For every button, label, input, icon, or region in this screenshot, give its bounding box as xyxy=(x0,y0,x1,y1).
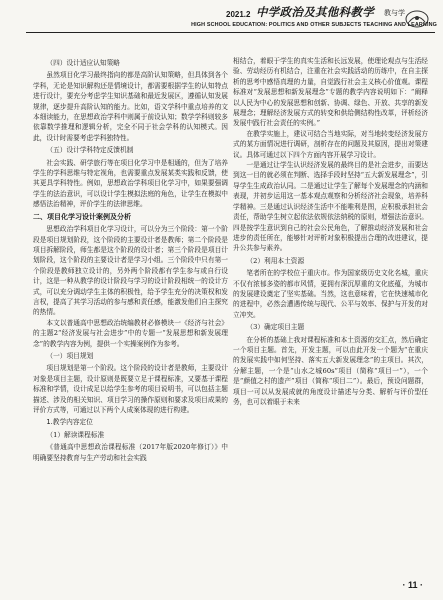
paragraph: 本文以普通高中思想政治统编教材必修模块一《经济与社会》的主题2“经济发展与社会进步”中的专题一“发展思想和新发展理念”的教学内容为例，提供一个实操案例作为参考。 xyxy=(33,318,228,348)
paragraph: 《普通高中思想政治课程标准（2017年版2020年修订）》中明确要坚持教育与生产劳动和社会实践 xyxy=(33,443,228,462)
paragraph: 笔者所在的学校位于重庆市。作为国家级历史文化名城，重庆不仅有浓郁多姿的都市风情，更拥有深沉厚重的文化底蕴，为城市的发展建设奠定了坚实基础。当然，这也意味着，它在快速城市化的进程中，必然会遭遇传统与现代、公平与效率、保护与开发的对立冲突。 xyxy=(233,269,428,319)
subheading: 1.教学内容定位 xyxy=(46,418,93,427)
section-heading: 二、项目化学习设计案例及分析 xyxy=(33,212,131,221)
section-tag: 教与学 xyxy=(384,9,405,17)
paragraph: 在教学实施上，建议可结合当地实际，对当地转变经济发展方式的某方面情况进行调研，剖析存在的问题及其原因，提出对策建议。具体可通过以下四个方面内容开展学习设计。 xyxy=(233,129,428,159)
subheading: （1）解读课程标准 xyxy=(46,430,105,439)
subsection-heading: （四）设计适应认知策略 xyxy=(46,59,120,67)
paragraph: 虽然项目化学习最终指向的都是高阶认知策略，但具体到各个学科，无论是知识解构还是情境设计，都需要根据学生的认知特点进行设计，要充分考虑学生知识基础和最近发展区，遵循认知发展规律，逐步提升高阶认知的能力。比如，语文学科中重点培养的文本细读能力，在思想政治学科中则属于前设认知；数学学科则较多依靠数学推理和逻辑分析，完全不同于社会学科的认知模式。因此，设计时需要考虑学科独特性。 xyxy=(33,71,228,142)
subheading: （2）利用本土资源 xyxy=(246,256,305,265)
header-rule xyxy=(26,32,435,33)
page-number: · 11 · xyxy=(402,580,423,590)
left-column xyxy=(33,56,228,463)
paragraph: 一是通过让学生认识经济发展的最终目的是社会进步，而要达到这一目的就必须在判断、选择手段时坚持“五大新发展理念”，引导学生生成政治认同。二是通过让学生了解每个发展理念的内涵和表现，并初步运用这一基本观点观察和分析经济社会现象，培养科学精神。三是通过认识经济生活中不能唯利是图，应积极承担社会责任，帮助学生树立起依法依规依法纳税的原则，增强法治意识。四是按学生意识到自己的社会公民角色，了解推动经济发展和社会进步的责任所在，能够针对评析对象积极提出合理的改进建议，提升公共参与素养。 xyxy=(233,161,428,253)
paragraph: 思想政治学科项目化学习设计，可以分为三个阶段：第一个阶段是项目规划阶段，这个阶段的主要设计者是教师；第二个阶段是项目拆解阶段，师生都是这个阶段的设计者；第三个阶段是项目计划阶段，这个阶段的主要设计者是学习小组。三个阶段中只有第一个阶段是教师独立设计的，另外两个阶段都有学生参与或自行设计，这是一种从教学的设计阶段与学习的设计阶段相统一的设计方式，可以充分调动学生主体的积极性，给予学生充分的决策权和发言权，提高了其学习活动的参与感和责任感，能激发他们自主探究的热情。 xyxy=(33,225,228,317)
paragraph: 在分析的基础上我对课程标准和本土资源的交汇点，然后确定一个项目主题。首先，开发主题，可以由此开发一个题为“在重庆的发展实践中如何坚持、落实五大新发展理念”的主项目。其次，分解主题，一个是“山水之城60s”项目（简称“项目一”），一个是“颜值之村的遗产”项目（简称“项目二”）。最后，预设问题群，项目一可以从发展成就的角度设计描述与分类、解析与评价型任务，也可以着眼于未来 xyxy=(233,335,428,406)
journal-english-title: HIGH SCHOOL EDUCATION: POLITICS AND OTHER SUBJECTS TEACHING AND LEARNING xyxy=(191,22,437,28)
subsection-heading: （一）项目规划 xyxy=(46,351,94,360)
paragraph: 项目规划是第一个阶段。这个阶段的设计者是教师，主要设计对象是项目主题，设计原则是既要立足于课程标准，又要基于课程标准和学情，设计成足以给学生参考的项目说明书，可以包括主题描述、涉及的相关知识、项目学习的操作原则和要求及项目成果的评价方式等，可通过以下两个人成案体现的进行构建。 xyxy=(33,364,228,414)
paragraph: 相结合，着眼于学生的真实生活和长远发展，使理论观点与生活经验、劳动经历有机结合，注重在社会实践活动的历练中，在自主探析的思考中感悟真理的力量，自觉践行社会主义核心价值观。课程标准对“发展思想和新发展理念”专题的教学内容说明如下：“阐释以人民为中心的发展思想和创新、协调、绿色、开放、共享的新发展理念；理解经济发展方式的转变和供给侧结构性改革，评析经济发展中践行社会责任的实例。” xyxy=(233,57,428,128)
paragraph: 社会实践、研学旅行等在项目化学习中是相通的，但为了培养学生的学科思维与特定视角，也需要重点发展某类实践和反馈，使其更具学科特性。例如，思想政治学科项目化学习中，如果要强调学生的法治意识，可以设计学生模拟法庭的角色，让学生在模拟中感悟法治精神，评价学生的法律思维。 xyxy=(33,158,228,209)
journal-title: 中学政治及其他科教学 xyxy=(256,5,374,19)
right-column xyxy=(233,56,428,407)
subsection-heading: （五）设计学科特定反馈机制 xyxy=(46,146,134,155)
subheading: （3）确定项目主题 xyxy=(246,323,305,332)
issue-number: 2021.2 xyxy=(226,10,251,19)
